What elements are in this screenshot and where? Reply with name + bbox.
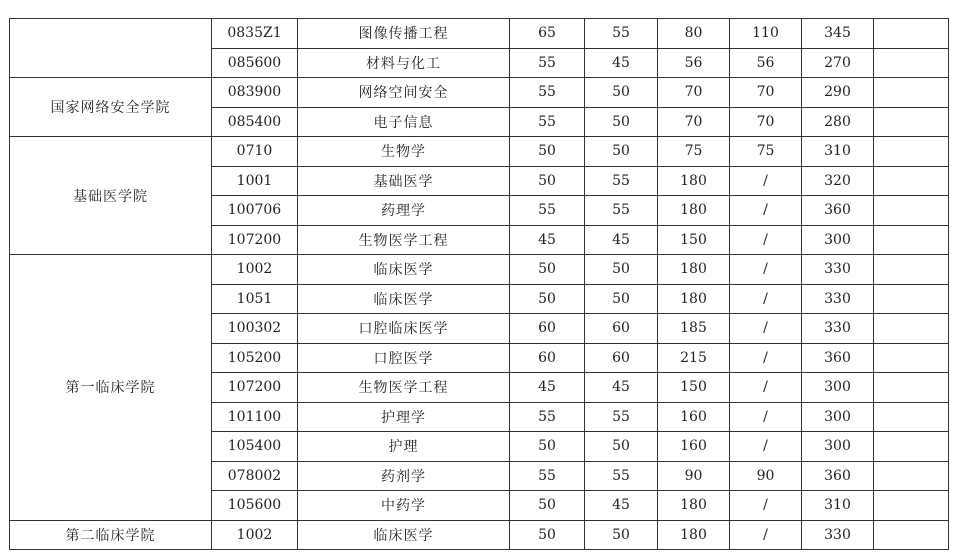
total-score-cell: 345 bbox=[802, 19, 874, 49]
foreign-language-score-cell: 50 bbox=[585, 255, 658, 285]
total-score-cell: 360 bbox=[802, 196, 874, 226]
subject-one-score-cell: 75 bbox=[658, 137, 730, 167]
foreign-language-score-cell: 50 bbox=[585, 432, 658, 462]
politics-score-cell: 50 bbox=[510, 432, 585, 462]
foreign-language-score-cell: 50 bbox=[585, 137, 658, 167]
major-name-cell: 口腔医学 bbox=[298, 343, 510, 373]
foreign-language-score-cell: 50 bbox=[585, 284, 658, 314]
subject-one-score-cell: 180 bbox=[658, 166, 730, 196]
major-code-cell: 105600 bbox=[212, 491, 298, 521]
table-row bbox=[10, 78, 949, 108]
politics-score-cell: 45 bbox=[510, 373, 585, 403]
subject-two-score-cell: 90 bbox=[730, 461, 802, 491]
politics-score-cell: 50 bbox=[510, 137, 585, 167]
subject-one-score-cell: 215 bbox=[658, 343, 730, 373]
subject-two-score-cell: 56 bbox=[730, 48, 802, 78]
total-score-cell: 270 bbox=[802, 48, 874, 78]
subject-one-score-cell: 180 bbox=[658, 284, 730, 314]
foreign-language-score-cell: 50 bbox=[585, 107, 658, 137]
politics-score-cell: 50 bbox=[510, 166, 585, 196]
subject-two-score-cell: / bbox=[730, 432, 802, 462]
total-score-cell: 310 bbox=[802, 491, 874, 521]
total-score-cell: 330 bbox=[802, 255, 874, 285]
subject-two-score-cell: 75 bbox=[730, 137, 802, 167]
major-code-cell: 083900 bbox=[212, 78, 298, 108]
foreign-language-score-cell: 50 bbox=[585, 78, 658, 108]
major-name-cell: 中药学 bbox=[298, 491, 510, 521]
note-cell bbox=[874, 314, 949, 344]
major-code-cell: 078002 bbox=[212, 461, 298, 491]
politics-score-cell: 45 bbox=[510, 225, 585, 255]
total-score-cell: 330 bbox=[802, 284, 874, 314]
total-score-cell: 300 bbox=[802, 432, 874, 462]
major-code-cell: 105400 bbox=[212, 432, 298, 462]
total-score-cell: 300 bbox=[802, 373, 874, 403]
major-name-cell: 临床医学 bbox=[298, 284, 510, 314]
subject-two-score-cell: / bbox=[730, 255, 802, 285]
note-cell bbox=[874, 19, 949, 49]
score-line-table bbox=[9, 18, 949, 550]
major-name-cell: 药理学 bbox=[298, 196, 510, 226]
subject-two-score-cell: / bbox=[730, 520, 802, 550]
note-cell bbox=[874, 196, 949, 226]
major-code-cell: 101100 bbox=[212, 402, 298, 432]
table-row bbox=[10, 520, 949, 550]
major-name-cell: 图像传播工程 bbox=[298, 19, 510, 49]
subject-one-score-cell: 180 bbox=[658, 520, 730, 550]
politics-score-cell: 60 bbox=[510, 343, 585, 373]
foreign-language-score-cell: 55 bbox=[585, 19, 658, 49]
note-cell bbox=[874, 107, 949, 137]
politics-score-cell: 50 bbox=[510, 520, 585, 550]
foreign-language-score-cell: 55 bbox=[585, 196, 658, 226]
total-score-cell: 330 bbox=[802, 314, 874, 344]
subject-two-score-cell: 70 bbox=[730, 107, 802, 137]
note-cell bbox=[874, 343, 949, 373]
major-name-cell: 护理学 bbox=[298, 402, 510, 432]
subject-one-score-cell: 90 bbox=[658, 461, 730, 491]
note-cell bbox=[874, 373, 949, 403]
total-score-cell: 310 bbox=[802, 137, 874, 167]
note-cell bbox=[874, 48, 949, 78]
subject-two-score-cell: 110 bbox=[730, 19, 802, 49]
note-cell bbox=[874, 137, 949, 167]
foreign-language-score-cell: 50 bbox=[585, 520, 658, 550]
politics-score-cell: 55 bbox=[510, 107, 585, 137]
total-score-cell: 360 bbox=[802, 461, 874, 491]
major-name-cell: 护理 bbox=[298, 432, 510, 462]
politics-score-cell: 50 bbox=[510, 255, 585, 285]
subject-one-score-cell: 180 bbox=[658, 255, 730, 285]
subject-one-score-cell: 150 bbox=[658, 225, 730, 255]
note-cell bbox=[874, 402, 949, 432]
total-score-cell: 320 bbox=[802, 166, 874, 196]
major-code-cell: 105200 bbox=[212, 343, 298, 373]
politics-score-cell: 60 bbox=[510, 314, 585, 344]
subject-one-score-cell: 70 bbox=[658, 78, 730, 108]
note-cell bbox=[874, 166, 949, 196]
major-code-cell: 0710 bbox=[212, 137, 298, 167]
foreign-language-score-cell: 55 bbox=[585, 166, 658, 196]
major-code-cell: 100706 bbox=[212, 196, 298, 226]
major-code-cell: 085600 bbox=[212, 48, 298, 78]
major-code-cell: 085400 bbox=[212, 107, 298, 137]
subject-two-score-cell: / bbox=[730, 314, 802, 344]
subject-two-score-cell: / bbox=[730, 166, 802, 196]
politics-score-cell: 55 bbox=[510, 461, 585, 491]
politics-score-cell: 55 bbox=[510, 78, 585, 108]
subject-two-score-cell: / bbox=[730, 284, 802, 314]
subject-two-score-cell: / bbox=[730, 491, 802, 521]
total-score-cell: 280 bbox=[802, 107, 874, 137]
total-score-cell: 300 bbox=[802, 402, 874, 432]
subject-one-score-cell: 56 bbox=[658, 48, 730, 78]
major-name-cell: 临床医学 bbox=[298, 255, 510, 285]
major-name-cell: 网络空间安全 bbox=[298, 78, 510, 108]
politics-score-cell: 55 bbox=[510, 402, 585, 432]
subject-two-score-cell: / bbox=[730, 373, 802, 403]
subject-two-score-cell: 70 bbox=[730, 78, 802, 108]
table-row bbox=[10, 19, 949, 49]
table-body bbox=[10, 19, 949, 550]
major-name-cell: 生物医学工程 bbox=[298, 373, 510, 403]
total-score-cell: 290 bbox=[802, 78, 874, 108]
note-cell bbox=[874, 520, 949, 550]
subject-one-score-cell: 70 bbox=[658, 107, 730, 137]
subject-one-score-cell: 150 bbox=[658, 373, 730, 403]
foreign-language-score-cell: 45 bbox=[585, 491, 658, 521]
politics-score-cell: 65 bbox=[510, 19, 585, 49]
total-score-cell: 330 bbox=[802, 520, 874, 550]
politics-score-cell: 55 bbox=[510, 48, 585, 78]
major-code-cell: 1002 bbox=[212, 520, 298, 550]
subject-two-score-cell: / bbox=[730, 343, 802, 373]
table-row bbox=[10, 137, 949, 167]
major-name-cell: 生物学 bbox=[298, 137, 510, 167]
foreign-language-score-cell: 45 bbox=[585, 225, 658, 255]
major-code-cell: 0835Z1 bbox=[212, 19, 298, 49]
college-name-cell: 第二临床学院 bbox=[10, 520, 212, 550]
note-cell bbox=[874, 225, 949, 255]
major-name-cell: 电子信息 bbox=[298, 107, 510, 137]
note-cell bbox=[874, 432, 949, 462]
total-score-cell: 360 bbox=[802, 343, 874, 373]
major-code-cell: 107200 bbox=[212, 225, 298, 255]
major-name-cell: 口腔临床医学 bbox=[298, 314, 510, 344]
subject-one-score-cell: 80 bbox=[658, 19, 730, 49]
major-name-cell: 生物医学工程 bbox=[298, 225, 510, 255]
politics-score-cell: 55 bbox=[510, 196, 585, 226]
major-code-cell: 1002 bbox=[212, 255, 298, 285]
subject-two-score-cell: / bbox=[730, 225, 802, 255]
college-name-cell bbox=[10, 19, 212, 78]
foreign-language-score-cell: 55 bbox=[585, 402, 658, 432]
major-name-cell: 药剂学 bbox=[298, 461, 510, 491]
subject-one-score-cell: 180 bbox=[658, 491, 730, 521]
foreign-language-score-cell: 45 bbox=[585, 373, 658, 403]
major-name-cell: 基础医学 bbox=[298, 166, 510, 196]
total-score-cell: 300 bbox=[802, 225, 874, 255]
foreign-language-score-cell: 45 bbox=[585, 48, 658, 78]
foreign-language-score-cell: 55 bbox=[585, 461, 658, 491]
major-name-cell: 材料与化工 bbox=[298, 48, 510, 78]
note-cell bbox=[874, 461, 949, 491]
note-cell bbox=[874, 78, 949, 108]
subject-two-score-cell: / bbox=[730, 402, 802, 432]
major-code-cell: 1051 bbox=[212, 284, 298, 314]
major-name-cell: 临床医学 bbox=[298, 520, 510, 550]
note-cell bbox=[874, 491, 949, 521]
major-code-cell: 100302 bbox=[212, 314, 298, 344]
politics-score-cell: 50 bbox=[510, 491, 585, 521]
subject-one-score-cell: 160 bbox=[658, 432, 730, 462]
subject-two-score-cell: / bbox=[730, 196, 802, 226]
note-cell bbox=[874, 255, 949, 285]
college-name-cell: 第一临床学院 bbox=[10, 255, 212, 521]
politics-score-cell: 50 bbox=[510, 284, 585, 314]
subject-one-score-cell: 160 bbox=[658, 402, 730, 432]
foreign-language-score-cell: 60 bbox=[585, 343, 658, 373]
college-name-cell: 国家网络安全学院 bbox=[10, 78, 212, 137]
subject-one-score-cell: 185 bbox=[658, 314, 730, 344]
note-cell bbox=[874, 284, 949, 314]
foreign-language-score-cell: 60 bbox=[585, 314, 658, 344]
college-name-cell: 基础医学院 bbox=[10, 137, 212, 255]
major-code-cell: 1001 bbox=[212, 166, 298, 196]
table-row bbox=[10, 255, 949, 285]
major-code-cell: 107200 bbox=[212, 373, 298, 403]
subject-one-score-cell: 180 bbox=[658, 196, 730, 226]
